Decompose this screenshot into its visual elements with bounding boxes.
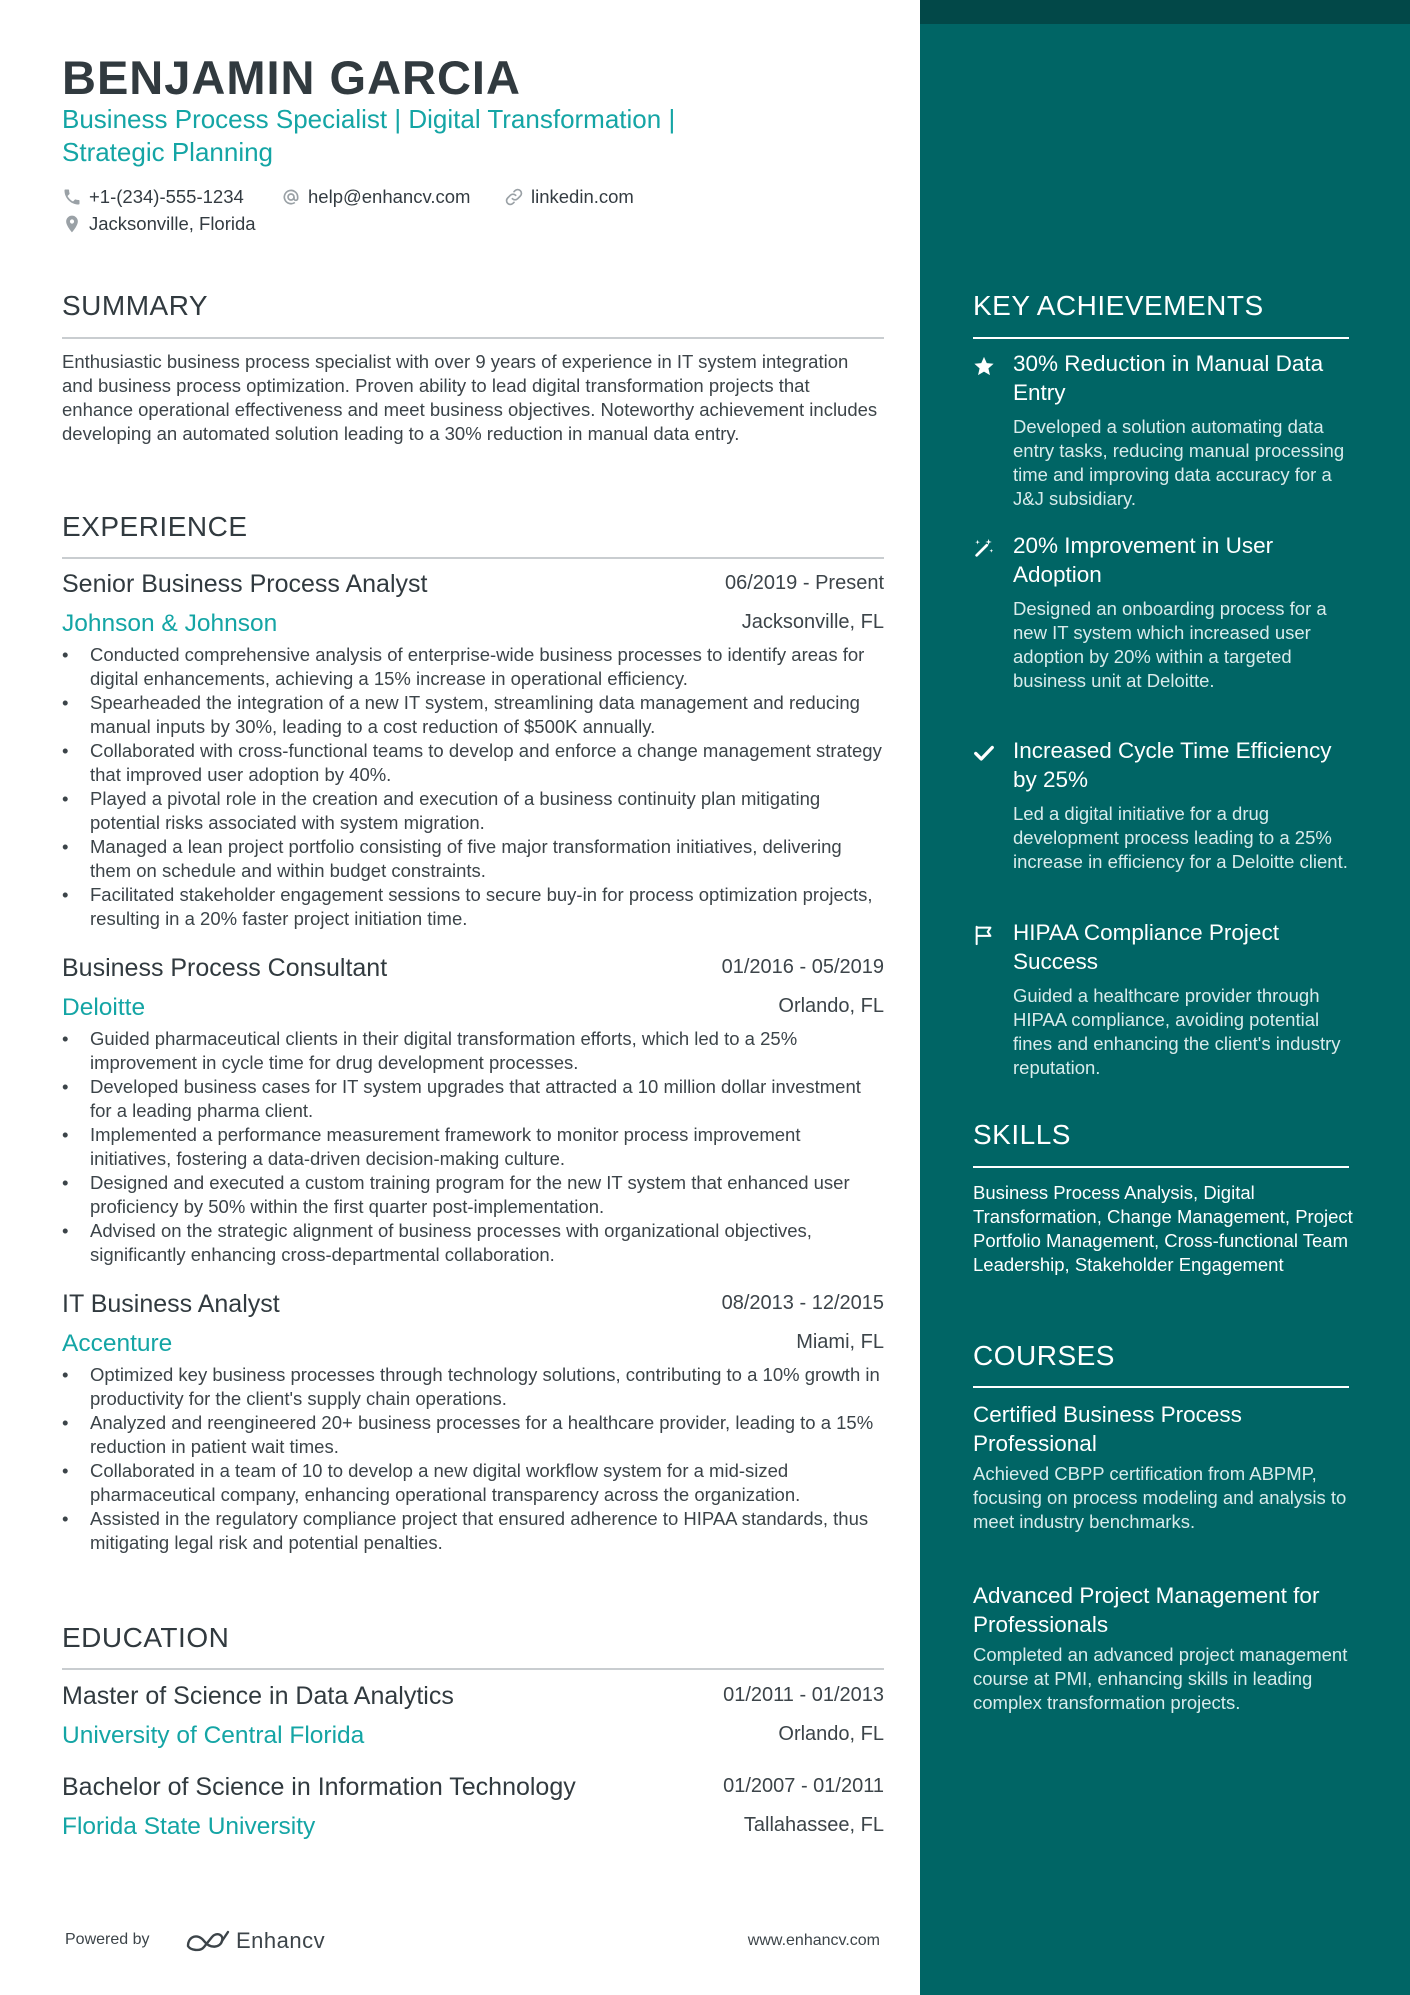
headline-line-2: Strategic Planning xyxy=(62,137,274,167)
course-title: Certified Business Process Professional xyxy=(973,1402,1242,1456)
link-icon xyxy=(504,187,524,207)
job-company: Accenture xyxy=(62,1330,173,1357)
bullet-item: • Advised on the strategic alignment of business processes with organizational objectives, significantly enhancing cross-departmental collaboration. xyxy=(62,1219,884,1267)
bullet-item: • Guided pharmaceutical clients in their digital transformation efforts, which led to a 25% improvement in cycle time for drug development processes. xyxy=(62,1027,884,1075)
experience-divider xyxy=(62,557,884,559)
summary-heading: SUMMARY xyxy=(62,290,209,321)
achievements-divider xyxy=(973,337,1349,339)
school-name: University of Central Florida xyxy=(62,1722,365,1749)
course-title: Advanced Project Management for Professionals xyxy=(973,1583,1320,1637)
achievement-description: Developed a solution automating data entry tasks, reducing manual processing time and improving data accuracy for a J&J subsidiary. xyxy=(1013,416,1345,509)
headline-line-1: Business Process Specialist | Digital Transformation | xyxy=(62,104,676,134)
candidate-name: BENJAMIN GARCIA xyxy=(62,51,521,104)
sidebar-top-band xyxy=(920,0,1410,24)
contact-linkedin xyxy=(504,186,634,208)
education-dates: 01/2007 - 01/2011 xyxy=(723,1775,884,1797)
bullet-item: • Designed and executed a custom training program for the new IT system that enhanced user proficiency by 50% within the first quarter post-implementation. xyxy=(62,1171,884,1219)
bullet-item: • Implemented a performance measurement framework to monitor process improvement initiatives, fostering a data-driven decision-making culture. xyxy=(62,1123,884,1171)
courses-heading: COURSES xyxy=(973,1340,1115,1371)
job-dates: 01/2016 - 05/2019 xyxy=(721,956,884,978)
job-location: Orlando, FL xyxy=(778,995,884,1017)
job-bullets xyxy=(62,1363,884,1555)
powered-by-label: Powered by xyxy=(65,1931,150,1948)
location-text: Jacksonville, Florida xyxy=(89,213,256,234)
location-pin-icon xyxy=(62,214,82,234)
skills-list: Business Process Analysis, Digital Transformation, Change Management, Project Portfolio Management, Cross-functional Team Leadership, Stakeholder Engagement xyxy=(973,1182,1353,1275)
skills-heading: SKILLS xyxy=(973,1119,1071,1150)
education-heading: EDUCATION xyxy=(62,1622,230,1653)
bullet-item: • Managed a lean project portfolio consisting of five major transformation initiatives, delivering them on schedule and within budget constraints. xyxy=(62,835,884,883)
bullet-item: • Collaborated with cross-functional teams to develop and enforce a change management strategy that improved user adoption by 40%. xyxy=(62,739,884,787)
education-dates: 01/2011 - 01/2013 xyxy=(723,1684,884,1706)
bullet-item: • Facilitated stakeholder engagement sessions to secure buy-in for process optimization projects, resulting in a 20% faster project initiation time. xyxy=(62,883,884,931)
bullet-item: • Conducted comprehensive analysis of enterprise-wide business processes to identify areas for digital enhancements, achieving a 15% increase in operational efficiency. xyxy=(62,643,884,691)
summary-divider xyxy=(62,337,884,339)
degree-title: Bachelor of Science in Information Technology xyxy=(62,1773,576,1801)
achievement-description: Led a digital initiative for a drug development process leading to a 25% increase in efficiency for a Deloitte client. xyxy=(1013,803,1348,872)
flag-icon xyxy=(973,924,995,946)
bullet-item: • Assisted in the regulatory compliance project that ensured adherence to HIPAA standards, thus mitigating legal risk and potential penalties. xyxy=(62,1507,884,1555)
job-dates: 08/2013 - 12/2015 xyxy=(721,1292,884,1314)
enhancv-logo[interactable] xyxy=(184,1928,325,1954)
linkedin-link[interactable]: linkedin.com xyxy=(531,186,634,207)
job-title: IT Business Analyst xyxy=(62,1290,280,1318)
experience-heading: EXPERIENCE xyxy=(62,511,248,542)
achievement-title: 30% Reduction in Manual Data Entry xyxy=(1013,351,1324,405)
achievement-description: Designed an onboarding process for a new IT system which increased user adoption by 20% within a targeted business unit at Deloitte. xyxy=(1013,598,1327,691)
contact-location xyxy=(62,213,256,235)
magic-wand-icon xyxy=(973,537,995,559)
phone-icon xyxy=(62,187,82,207)
footer xyxy=(62,1928,884,1958)
education-divider xyxy=(62,1668,884,1670)
star-icon xyxy=(973,355,995,377)
contact-phone xyxy=(62,186,244,208)
degree-title: Master of Science in Data Analytics xyxy=(62,1682,454,1710)
bullet-item: • Developed business cases for IT system upgrades that attracted a 10 million dollar investment for a leading pharma client. xyxy=(62,1075,884,1123)
bullet-item: • Analyzed and reengineered 20+ business processes for a healthcare provider, leading to a 15% reduction in patient wait times. xyxy=(62,1411,884,1459)
bullet-item: • Played a pivotal role in the creation and execution of a business continuity plan mitigating potential risks associated with system migration. xyxy=(62,787,884,835)
phone-number[interactable]: +1-(234)-555-1234 xyxy=(89,186,244,207)
job-location: Miami, FL xyxy=(796,1331,884,1353)
job-title: Senior Business Process Analyst xyxy=(62,570,428,598)
job-title: Business Process Consultant xyxy=(62,954,388,982)
bullet-item: • Optimized key business processes through technology solutions, contributing to a 10% growth in productivity for the client's supply chain operations. xyxy=(62,1363,884,1411)
at-sign-icon xyxy=(281,187,301,207)
checkmark-icon xyxy=(973,742,995,764)
courses-divider xyxy=(973,1386,1349,1388)
bullet-item: • Collaborated in a team of 10 to develop a new digital workflow system for a mid-sized pharmaceutical company, enhancing operational transparency across the organization. xyxy=(62,1459,884,1507)
headline xyxy=(62,103,762,169)
email-address[interactable]: help@enhancv.com xyxy=(308,186,471,207)
job-company: Johnson & Johnson xyxy=(62,610,278,637)
sidebar xyxy=(920,0,1410,1995)
infinity-logo-icon xyxy=(184,1928,230,1954)
job-dates: 06/2019 - Present xyxy=(725,572,884,594)
course-description: Completed an advanced project management course at PMI, enhancing skills in leading complex transformation projects. xyxy=(973,1644,1348,1713)
school-location: Orlando, FL xyxy=(778,1723,884,1745)
summary-text: Enthusiastic business process specialist with over 9 years of experience in IT system integration and business process optimization. Proven ability to lead digital transformation projects that enhance operational effectiveness and meet business objectives. Noteworthy achievement includes developing an automated solution leading to a 30% reduction in manual data entry. xyxy=(62,351,878,444)
school-name: Florida State University xyxy=(62,1813,316,1840)
school-location: Tallahassee, FL xyxy=(743,1814,884,1836)
achievement-title: Increased Cycle Time Efficiency by 25% xyxy=(1013,738,1332,792)
achievement-title: 20% Improvement in User Adoption xyxy=(1013,533,1274,587)
achievements-heading: KEY ACHIEVEMENTS xyxy=(973,290,1264,321)
website-link[interactable]: www.enhancv.com xyxy=(747,1932,880,1949)
job-location: Jacksonville, FL xyxy=(741,611,884,633)
job-bullets xyxy=(62,643,884,931)
achievement-title: HIPAA Compliance Project Success xyxy=(1013,920,1279,974)
contact-email xyxy=(281,186,470,208)
course-description: Achieved CBPP certification from ABPMP, focusing on process modeling and analysis to meet industry benchmarks. xyxy=(973,1463,1347,1532)
skills-divider xyxy=(973,1166,1349,1168)
bullet-item: • Spearheaded the integration of a new IT system, streamlining data management and reducing manual inputs by 30%, leading to a cost reduction of $500K annually. xyxy=(62,691,884,739)
job-bullets xyxy=(62,1027,884,1267)
job-company: Deloitte xyxy=(62,994,146,1021)
achievement-description: Guided a healthcare provider through HIPAA compliance, avoiding potential fines and enhancing the client's industry reputation. xyxy=(1013,985,1341,1078)
brand-name: Enhancv xyxy=(236,1928,326,1953)
